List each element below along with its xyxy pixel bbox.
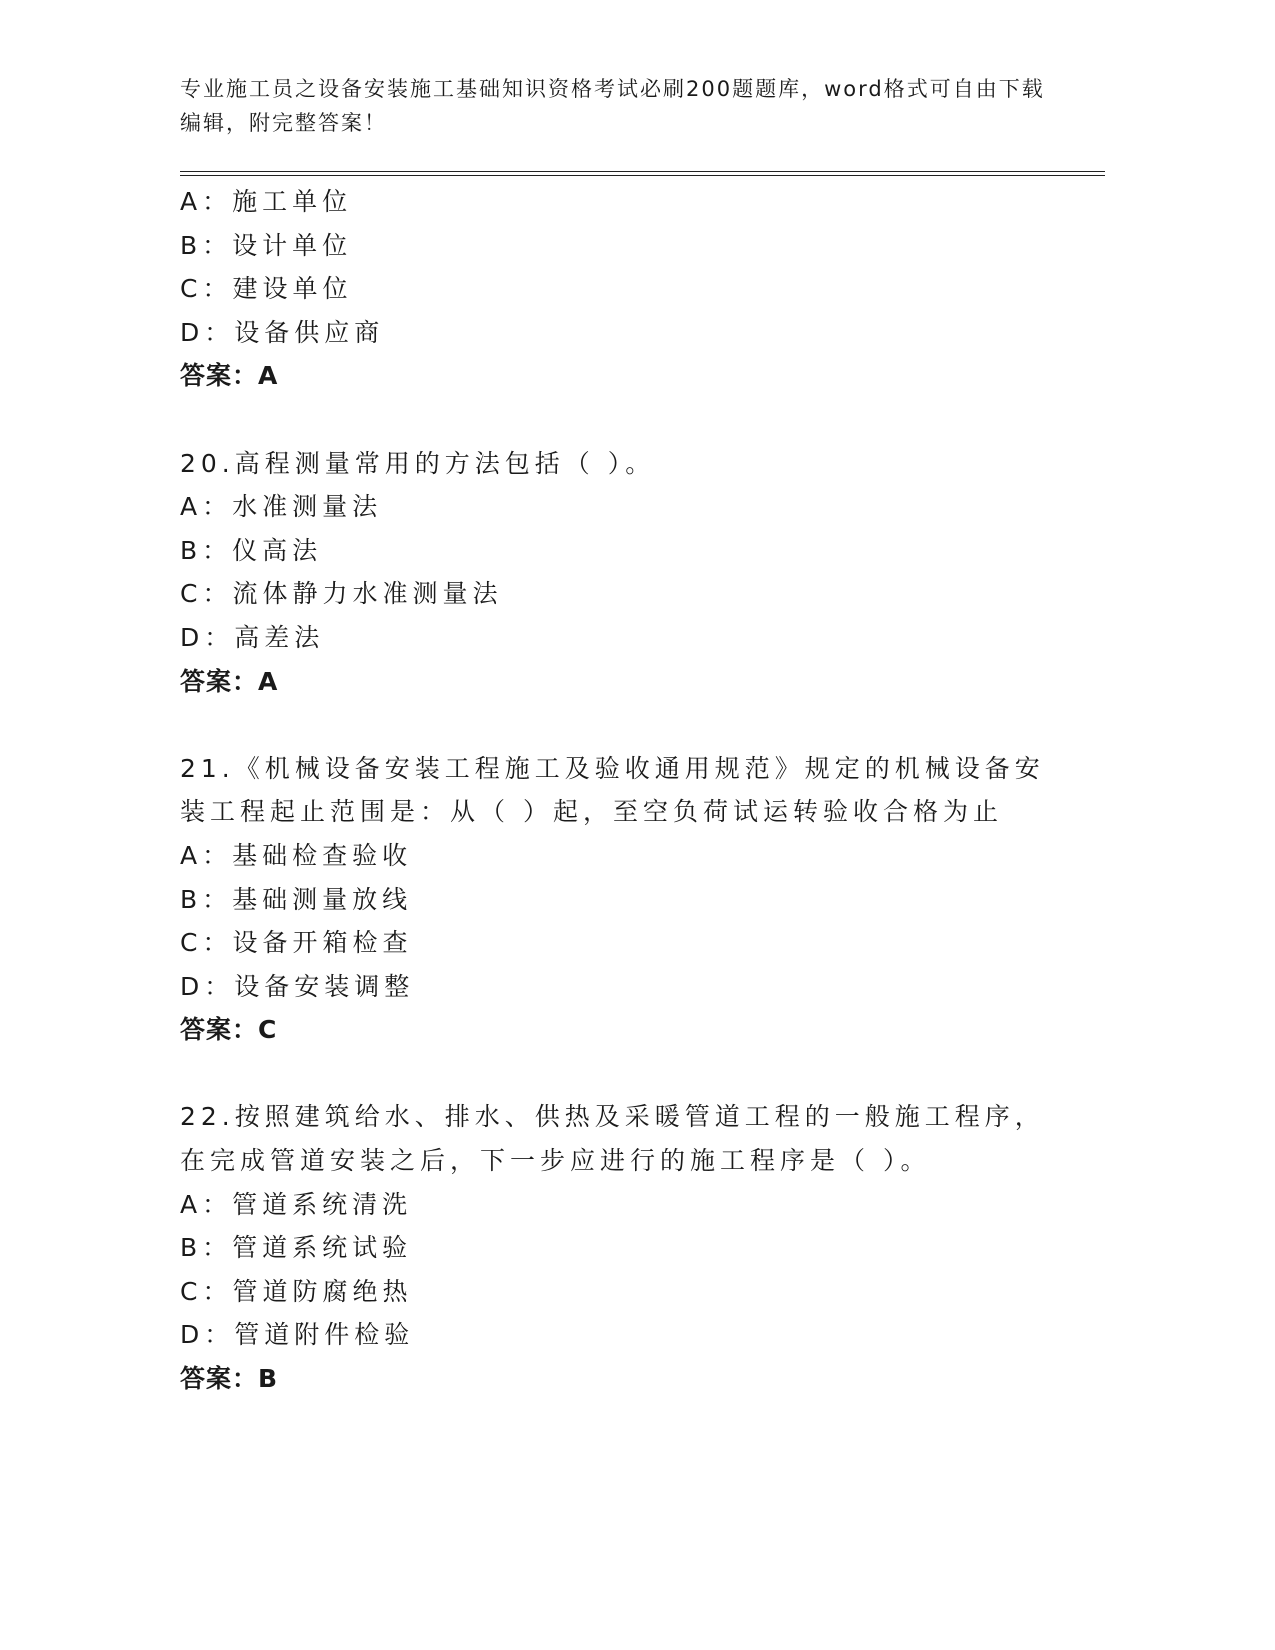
option-d: D：设备安装调整 (180, 971, 415, 1001)
question-19 (180, 180, 1060, 398)
question-20 (180, 442, 1060, 704)
option-d: D：高差法 (180, 622, 325, 652)
question-stem: 21.《机械设备安装工程施工及验收通用规范》规定的机械设备安装工程起止范围是：从（ ）起，至空负荷试运转验收合格为止 (180, 753, 1045, 827)
answer: 答案：C (180, 1015, 278, 1045)
option-c: C：管道防腐绝热 (180, 1276, 413, 1306)
option-a: A：水准测量法 (180, 492, 383, 522)
question-stem: 22.按照建筑给水、排水、供热及采暖管道工程的一般施工程序，在完成管道安装之后，下一步应进行的施工程序是（ ）。 (180, 1102, 1045, 1176)
option-c: C：设备开箱检查 (180, 928, 413, 958)
option-b: B：仪高法 (180, 535, 323, 565)
question-stem: 20.高程测量常用的方法包括（ ）。 (180, 448, 656, 478)
option-d: D：设备供应商 (180, 317, 385, 347)
option-d: D：管道附件检验 (180, 1320, 415, 1350)
spacer (180, 703, 1060, 747)
question-list (180, 180, 1060, 1401)
option-c: C：建设单位 (180, 274, 353, 304)
question-22 (180, 1095, 1060, 1400)
question-21 (180, 747, 1060, 1052)
option-b: B：基础测量放线 (180, 884, 413, 914)
spacer (180, 1052, 1060, 1096)
option-a: A：基础检查验收 (180, 840, 413, 870)
option-c: C：流体静力水准测量法 (180, 579, 503, 609)
option-b: B：设计单位 (180, 230, 353, 260)
option-b: B：管道系统试验 (180, 1233, 413, 1263)
document-header: 专业施工员之设备安装施工基础知识资格考试必刷200题题库，word格式可自由下载编辑，附完整答案！ (180, 77, 1045, 135)
answer: 答案：B (180, 1364, 279, 1394)
option-a: A：施工单位 (180, 187, 353, 216)
answer: 答案：A (180, 666, 279, 696)
header-divider-bottom (180, 175, 1105, 176)
answer: 答案：A (180, 361, 279, 391)
option-a: A：管道系统清洗 (180, 1189, 413, 1219)
header-divider-top (180, 171, 1105, 172)
spacer (180, 398, 1060, 442)
